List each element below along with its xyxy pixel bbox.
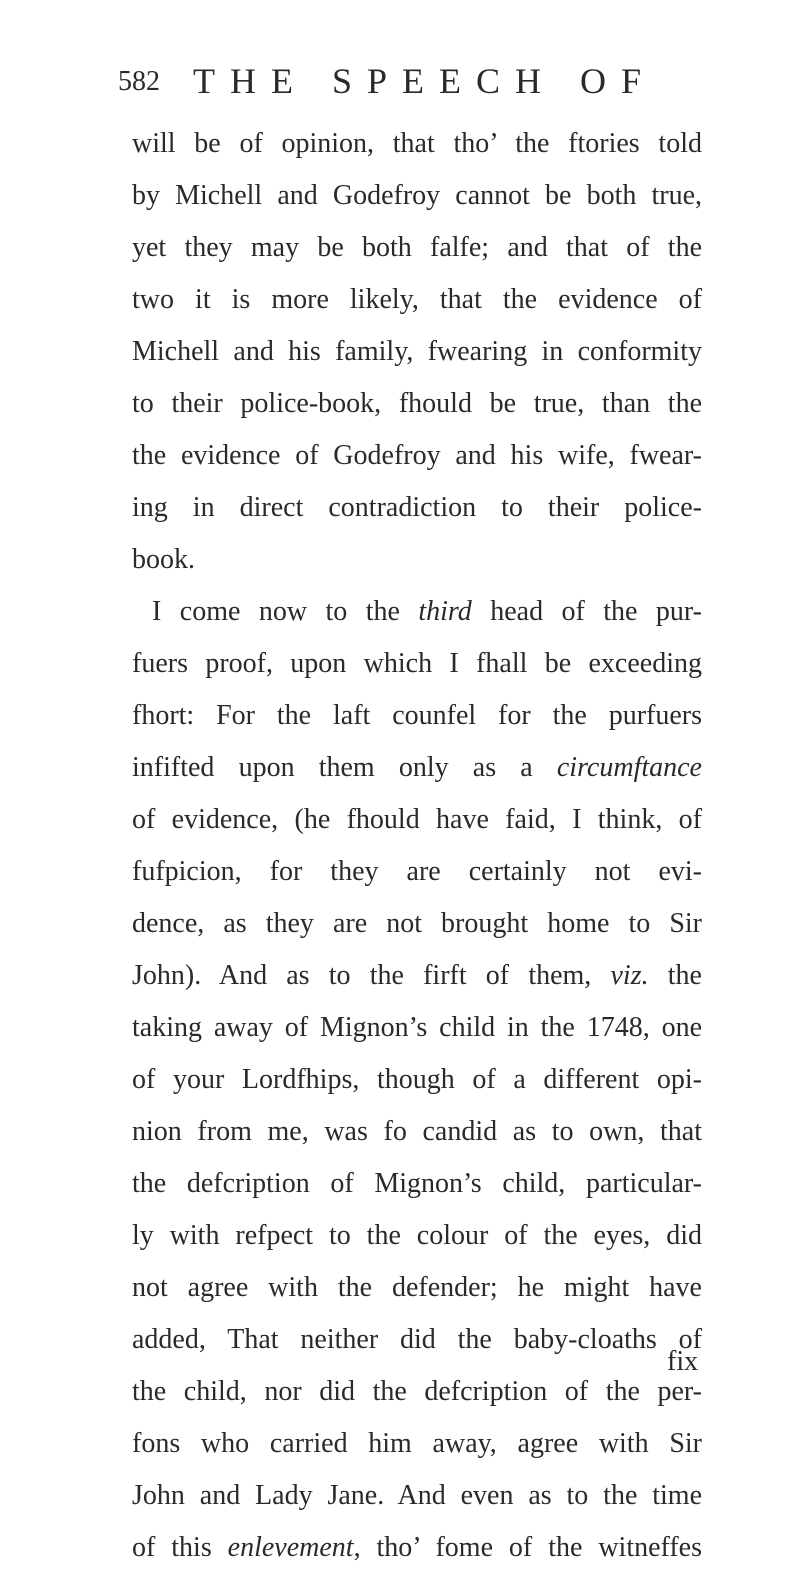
text-segment: nion from me, was fo candid as to own, that bbox=[132, 1116, 702, 1147]
text-line bbox=[132, 638, 702, 690]
text-segment: fhort: For the laft counfel for the purfuers bbox=[132, 700, 702, 731]
text-segment: of evidence, (he fhould have faid, I think, of bbox=[132, 804, 702, 835]
text-segment: the evidence of Godefroy and his wife, fwear- bbox=[132, 440, 702, 471]
text-segment: book. bbox=[132, 544, 195, 575]
text-line bbox=[132, 222, 702, 274]
text-line bbox=[132, 742, 702, 794]
text-segment: head of the pur- bbox=[471, 596, 702, 627]
text-line bbox=[132, 1106, 702, 1158]
text-segment: the defcription of Mignon’s child, particular- bbox=[132, 1168, 702, 1199]
text-line bbox=[132, 534, 702, 586]
text-segment: fuers proof, upon which I fhall be exceeding bbox=[132, 648, 702, 679]
italic-text: viz. bbox=[610, 960, 649, 991]
body-text bbox=[132, 118, 702, 1574]
text-line bbox=[132, 950, 702, 1002]
text-line bbox=[132, 274, 702, 326]
text-line bbox=[132, 118, 702, 170]
italic-text: circumftance bbox=[556, 752, 702, 783]
text-segment: ly with refpect to the colour of the eyes, did bbox=[132, 1220, 702, 1251]
text-segment: Michell and his family, fwearing in conformity bbox=[132, 336, 702, 367]
page-number: 582 bbox=[118, 66, 160, 97]
text-line bbox=[132, 1314, 702, 1366]
text-segment: infifted upon them only as a bbox=[132, 752, 557, 783]
text-segment: will be of opinion, that tho’ the ftories told bbox=[132, 128, 702, 159]
text-line bbox=[132, 1470, 702, 1522]
text-line bbox=[132, 482, 702, 534]
text-line bbox=[132, 170, 702, 222]
text-line bbox=[132, 794, 702, 846]
text-segment: to their police-book, fhould be true, than the bbox=[132, 388, 702, 419]
text-line bbox=[132, 430, 702, 482]
text-segment: dence, as they are not brought home to Sir bbox=[132, 908, 702, 939]
text-line bbox=[132, 1054, 702, 1106]
text-segment: two it is more likely, that the evidence of bbox=[132, 284, 702, 315]
page-header bbox=[118, 60, 698, 110]
text-segment: fons who carried him away, agree with Sir bbox=[132, 1428, 702, 1459]
text-segment: taking away of Mignon’s child in the 1748, one bbox=[132, 1012, 702, 1043]
italic-text: third bbox=[418, 596, 472, 627]
text-segment: added, That neither did the baby-cloaths of bbox=[132, 1324, 702, 1355]
text-line bbox=[132, 1366, 702, 1418]
text-line bbox=[132, 846, 702, 898]
text-segment: John). And as to the firft of them, bbox=[132, 960, 611, 991]
text-line bbox=[132, 898, 702, 950]
text-line bbox=[132, 690, 702, 742]
text-segment: of your Lordfhips, though of a different opi- bbox=[132, 1064, 702, 1095]
text-segment: not agree with the defender; he might have bbox=[132, 1272, 702, 1303]
text-segment: the bbox=[648, 960, 702, 991]
text-segment: the child, nor did the defcription of the per- bbox=[132, 1376, 702, 1407]
text-segment: ing in direct contradiction to their police- bbox=[132, 492, 702, 523]
text-line bbox=[132, 1002, 702, 1054]
text-line bbox=[132, 326, 702, 378]
running-head: THE SPEECH OF bbox=[193, 61, 657, 101]
text-line bbox=[132, 1210, 702, 1262]
text-line bbox=[132, 378, 702, 430]
text-segment: I come now to the bbox=[152, 596, 419, 627]
catchword: fix bbox=[667, 1346, 699, 1377]
text-segment: yet they may be both falfe; and that of the bbox=[132, 232, 702, 263]
text-line bbox=[132, 1262, 702, 1314]
text-segment: , tho’ fome of the witneffes bbox=[353, 1532, 703, 1563]
text-segment: of this bbox=[132, 1532, 228, 1563]
text-line bbox=[132, 586, 702, 638]
text-segment: John and Lady Jane. And even as to the time bbox=[132, 1480, 702, 1511]
italic-text: enlevement bbox=[227, 1532, 354, 1563]
text-line bbox=[132, 1158, 702, 1210]
text-line bbox=[132, 1522, 702, 1574]
text-segment: fufpicion, for they are certainly not evi- bbox=[132, 856, 702, 887]
text-line bbox=[132, 1418, 702, 1470]
text-segment: by Michell and Godefroy cannot be both true, bbox=[132, 180, 702, 211]
